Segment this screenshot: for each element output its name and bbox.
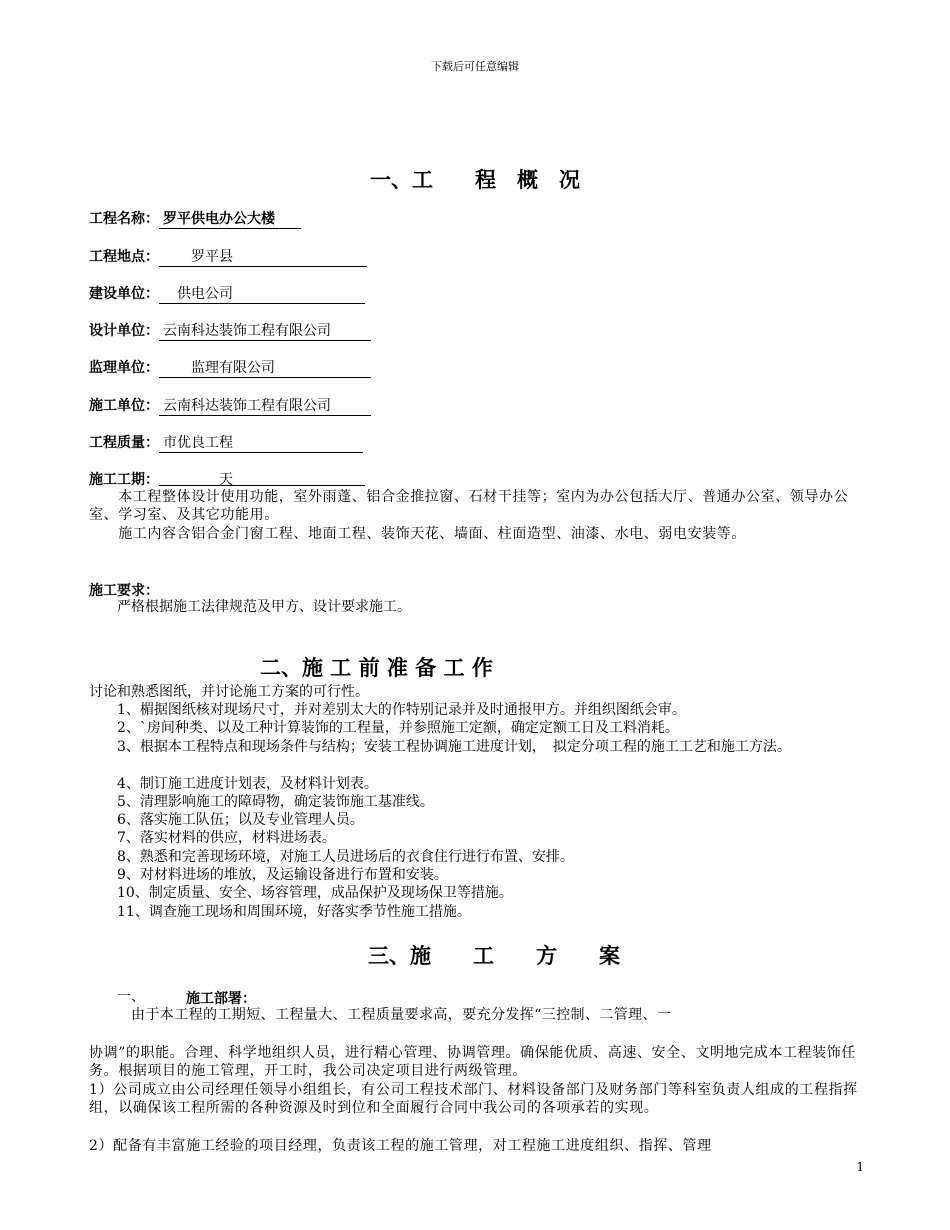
prep-item: 8、熟悉和完善现场环境，对施工人员进场后的衣食住行进行布置、安排。 <box>117 849 574 865</box>
field-contractor <box>89 395 371 416</box>
page-header: 下载后可任意编辑 <box>431 60 519 73</box>
field-value: 罗平供电办公大楼 <box>159 210 301 229</box>
field-label: 工程名称： <box>89 211 159 227</box>
prep-item: 1、楣据图纸核对现场尺寸，并对差别太大的作特别记录并及时通报甲方。并组织图纸会审。 <box>117 702 686 718</box>
prep-item: 6、落实施工队伍；以及专业管理人员。 <box>117 812 364 828</box>
subsection-title: 施工部署： <box>186 991 256 1007</box>
section-3-title: 三、施 工 方 案 <box>368 944 620 968</box>
overview-paragraph-1: 本工程整体设计使用功能，室外雨蓬、铝合金推拉窗、石材干挂等；室内为办公包括大厅、普通办公室、领导办公室、学习室、及其它功能用。 <box>89 489 849 523</box>
prep-item: 10、制定质量、安全、场容管理，成品保护及现场保卫等措施。 <box>117 885 513 901</box>
field-label: 施工单位： <box>89 398 159 414</box>
deployment-paragraph-2: 协调”的职能。合理、科学地组织人员，进行精心管理、协调管理。确保能优质、高速、安全、文明地完成本工程装饰任务。根据项目的施工管理，开工时，我公司决定项目进行两级管理。 <box>89 1045 856 1079</box>
prep-item: 7、落实材料的供应，材料进场表。 <box>117 830 336 846</box>
prep-item: 3、根据本工程特点和现场条件与结构；安装工程协调施工进度计划， 拟定分项工程的施工工艺和施工方法。 <box>117 739 791 755</box>
section-1-title: 一、工 程 概 况 <box>370 168 580 192</box>
field-project-name <box>89 208 301 229</box>
field-value: 天 <box>159 473 365 486</box>
field-label: 施工工期： <box>89 472 159 488</box>
overview-paragraph-2: 施工内容含铝合金门窗工程、地面工程、装饰天花、墙面、柱面造型、油漆、水电、弱电安装等。 <box>89 526 746 542</box>
field-label: 监理单位： <box>89 360 159 376</box>
field-value: 监理有限公司 <box>159 359 371 378</box>
prep-item: 4、制订施工进度计划表，及材料计划表。 <box>117 776 378 792</box>
section-2-title: 二、施 工 前 准 备 工 作 <box>260 656 493 680</box>
prep-item: 9、对材料进场的堆放，及运输设备进行布置和安装。 <box>117 867 448 883</box>
field-duration <box>89 469 365 489</box>
field-value: 云南科达装饰工程有限公司 <box>159 397 371 416</box>
field-label: 工程质量： <box>89 435 159 451</box>
field-value: 供电公司 <box>159 285 365 304</box>
subsection-number: 一、 <box>117 989 145 1005</box>
field-quality <box>89 432 363 453</box>
field-value: 云南科达装饰工程有限公司 <box>159 322 371 341</box>
field-label: 工程地点： <box>89 249 159 265</box>
section-2-intro: 讨论和熟悉图纸，并讨论施工方案的可行性。 <box>89 684 369 700</box>
page-number: 1 <box>856 1160 864 1174</box>
requirement-text: 严格根据施工法律规范及甲方、设计要求施工。 <box>89 599 411 615</box>
prep-item: 11、调查施工现场和周围环境，好落实季节性施工措施。 <box>117 904 471 920</box>
field-project-location <box>89 246 367 267</box>
field-label: 建设单位： <box>89 286 159 302</box>
deployment-paragraph-3: 1）公司成立由公司经理任领导小组组长，有公司工程技术部门、材料设备部门及财务部门等科室负责人组成的工程指挥组，以确保该工程所需的各种资源及时到位和全面履行合同中我公司的各项承若的实现。 <box>89 1082 858 1116</box>
deployment-paragraph-4: 2）配备有丰富施工经验的项目经理，负责该工程的施工管理，对工程施工进度组织、指挥、管理 <box>89 1138 712 1154</box>
field-designer <box>89 320 371 341</box>
prep-item: 2、`房间种类、以及工种计算装饰的工程量，并参照施工定额，确定定额工日及工料消耗。 <box>117 720 679 736</box>
field-client <box>89 283 365 304</box>
field-supervisor <box>89 357 371 378</box>
field-value: 罗平县 <box>159 248 367 267</box>
prep-item: 5、清理影响施工的障碍物，确定装饰施工基准线。 <box>117 794 434 810</box>
field-value: 市优良工程 <box>159 434 363 453</box>
field-label: 设计单位： <box>89 323 159 339</box>
requirement-label: 施工要求： <box>89 583 159 599</box>
deployment-paragraph-1: 由于本工程的工期短、工程量大、工程质量要求高，要充分发挥“三控制、二管理、一 <box>131 1007 672 1023</box>
